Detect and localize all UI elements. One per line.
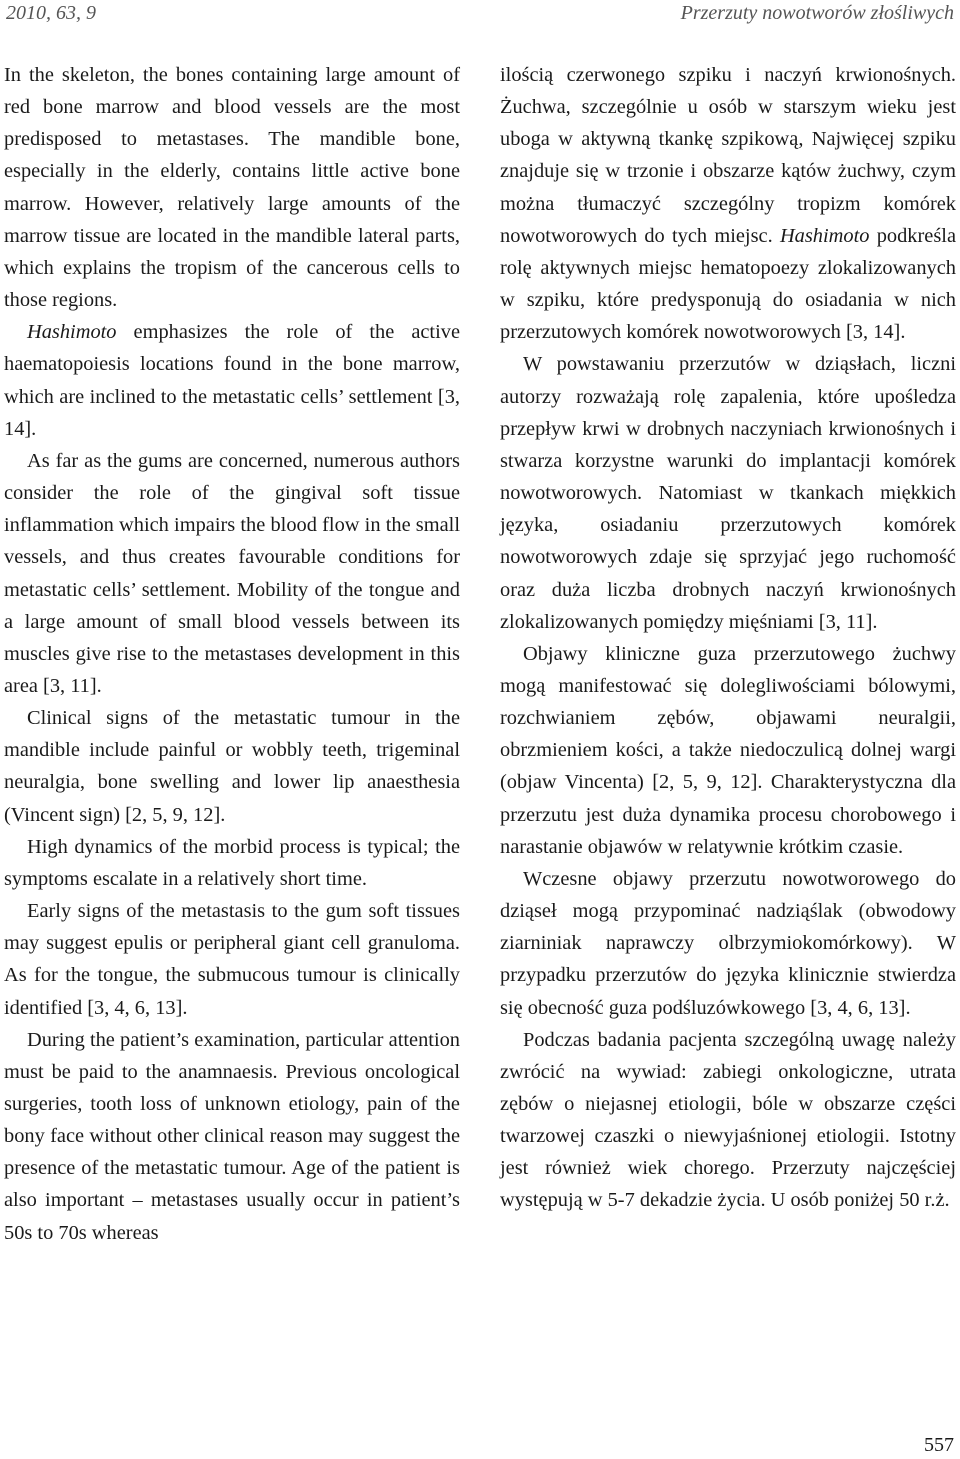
author-name: Hashimoto — [779, 224, 870, 247]
paragraph-early-signs: Early signs of the metastasis to the gum soft tissues may suggest epulis or peripheral giant cell granuloma. As for the tongue, the submucous tumour is clinically identified [3, 4, 6, 13]. — [4, 900, 460, 1019]
paragraph-bone-marrow: In the skeleton, the bones containing large amount of red bone marrow and blood vessels are the most predisposed to metastases. The mandible bone, especially in the elderly, contains little active bone marrow. However, relatively large amounts of the marrow tissue are located in the mandible lateral parts, which explains the tropism of the cancerous cells to those regions. — [4, 64, 460, 312]
author-name: Hashimoto — [27, 321, 117, 344]
paragraph-dziasla: W powstawaniu przerzutów w dziąsłach, liczni autorzy rozważają rolę zapalenia, które upośledza przepływ krwi w drobnych naczyniach krwionośnych i stwarza korzystne warunki do implantacji komórek nowotworowych. Natomiast w tkankach miękkich języka, osiadaniu przerzutowych komórek nowotworowych zdaje się sprzyjać jego ruchomość oraz duża liczba drobnych naczyń krwionośnych zlokalizowanych pomiędzy mięśniami [3, 11]. — [500, 353, 956, 633]
paragraph-objawy-kliniczne: Objawy kliniczne guza przerzutowego żuchwy mogą manifestować się dolegliwościami bólowymi, rozchwianiem zębów, objawami neuralgii, obrzmieniem kości, a także niedoczulicą dolnej wargi (objaw Vincenta) [2, 5, 9, 12]. Charakterystyczna dla przerzutu jest duża dynamika procesu chorobowego i narastanie objawów w relatywnie krótkim czasie. — [500, 642, 956, 858]
paragraph-wczesne-objawy: Wczesne objawy przerzutu nowotworowego do dziąseł mogą przypominać nadziąślak (obwodowy ziarniniak naprawczy olbrzymiokomórkowy). W przypadku przerzutów do języka klinicznie stwierdza się obecność guza podśluzówkowego [3, 4, 6, 13]. — [500, 867, 956, 1019]
paragraph-hashimoto — [4, 316, 460, 445]
running-title: Przerzuty nowotworów złośliwych — [680, 2, 954, 24]
paragraph-examination: During the patient’s examination, particular attention must be paid to the anamnaesis. Previous oncological surgeries, tooth loss of unknown etiology, pain of the bony face without other clinical reason may suggest the presence of the metastatic tumour. Age of the patient is also important – metastases usually occur in patient’s 50s to 70s whereas — [4, 1028, 460, 1244]
paragraph-gums: As far as the gums are concerned, numerous authors consider the role of the gingival soft tissue inflammation which impairs the blood flow in the small vessels, and thus creates favourable conditions for metastatic cells’ settlement. Mobility of the tongue and a large amount of small blood vessels between its muscles give rise to the metastases development in this area [3, 11]. — [4, 449, 460, 697]
journal-citation: 2010, 63, 9 — [6, 2, 96, 24]
paragraph-szpik-text-b: podkreśla rolę aktywnych miejsc hematopoezy zlokalizowanych w szpiku, które predysponują do osiadania w nich przerzutowych komórek nowotworowych [3, 14]. — [500, 224, 956, 344]
paragraph-badanie: Podczas badania pacjenta szczególną uwagę należy zwrócić na wywiad: zabiegi onkologiczne, utrata zębów o niejasnej etiologii, bóle w obszarze części twarzowej czaszki o niewyjaśnionej etiologii. Istotny jest również wiek chorego. Przerzuty najczęściej występują w 5-7 dekadzie życia. U osób poniżej 50 r.ż. — [500, 1028, 956, 1212]
right-column-polish — [500, 59, 956, 1217]
page-number: 557 — [924, 1434, 954, 1456]
paragraph-hashimoto-text: emphasizes the role of the active haematopoiesis locations found in the bone marrow, which are inclined to the metastatic cells’ settlement [3, 14]. — [4, 321, 460, 440]
left-column-english — [4, 59, 460, 1249]
paragraph-clinical-signs: Clinical signs of the metastatic tumour in the mandible include painful or wobbly teeth, trigeminal neuralgia, bone swelling and lower lip anaesthesia (Vincent sign) [2, 5, 9, 12]. — [4, 707, 460, 826]
paragraph-szpik-text-a: ilością czerwonego szpiku i naczyń krwionośnych. Żuchwa, szczególnie u osób w starszym wieku jest uboga w aktywną tkankę szpikową, Najwięcej szpiku znajduje się w trzonie i obszarze kątów żuchwy, czym można tłumaczyć szczególny tropizm komórek nowotworowych do tych miejsc. — [500, 64, 956, 247]
paragraph-dynamics: High dynamics of the morbid process is typical; the symptoms escalate in a relatively short time. — [4, 835, 460, 890]
paragraph-szpik — [500, 59, 956, 348]
